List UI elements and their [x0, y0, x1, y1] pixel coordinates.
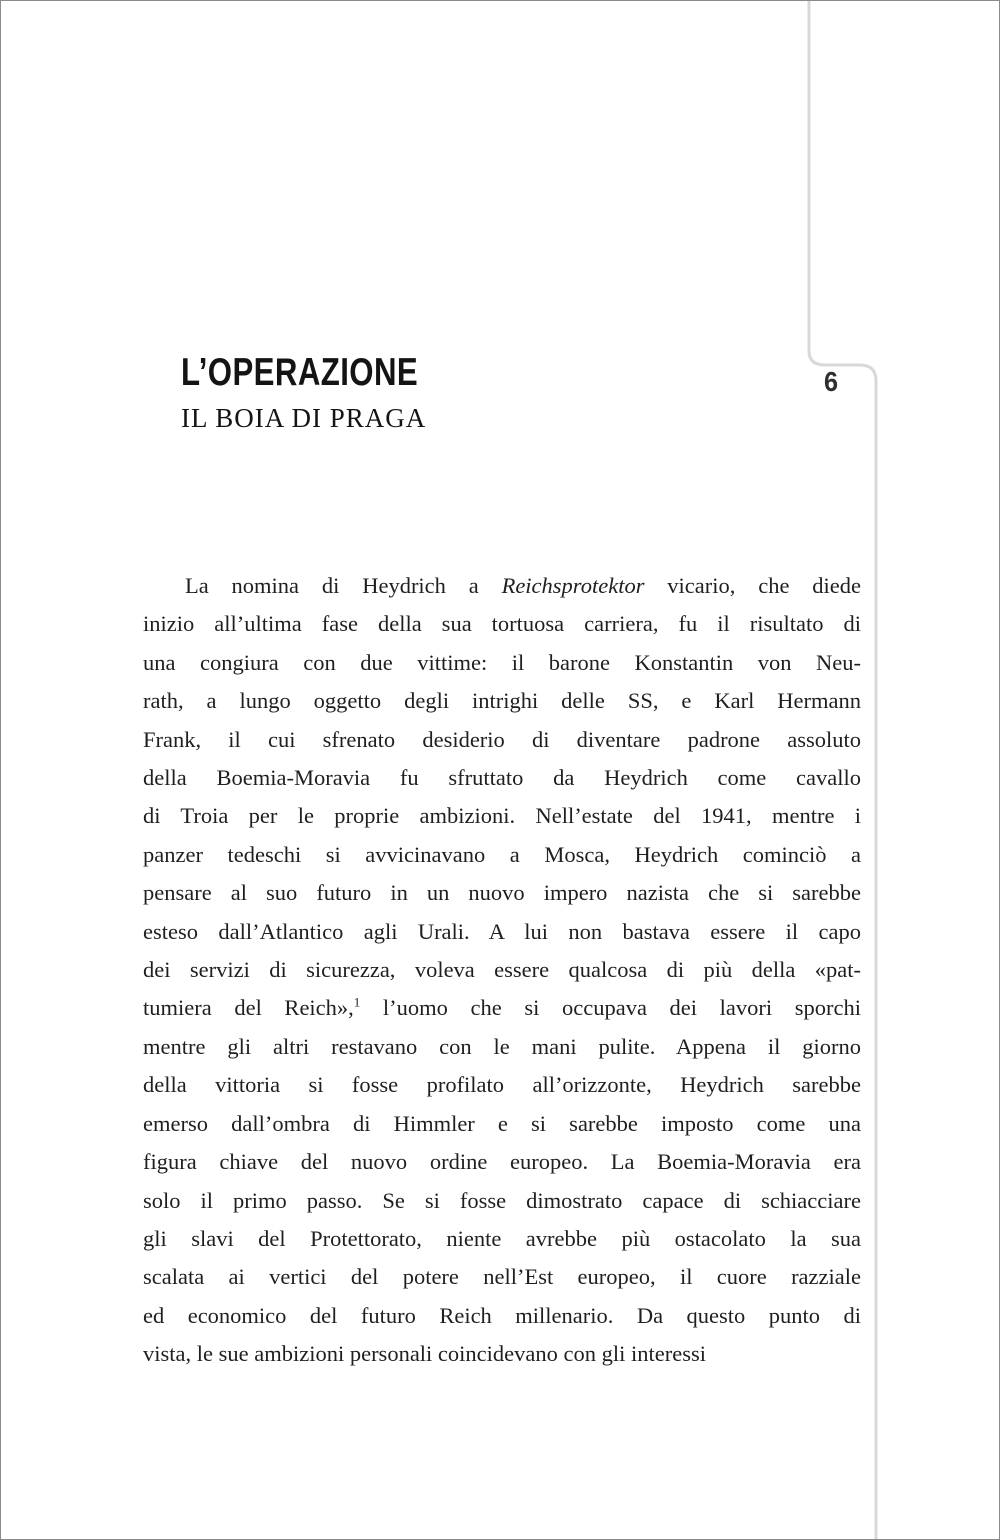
text-line	[143, 1220, 861, 1258]
text-line	[143, 1143, 861, 1181]
text-segment: dei servizi di sicurezza, voleva essere qualcosa di più della «pat-	[143, 957, 861, 983]
text-segment: figura chiave del nuovo ordine europeo. La Boemia-Moravia era	[143, 1149, 861, 1175]
text-line	[143, 1028, 861, 1066]
text-line	[143, 797, 861, 835]
italic-text: Reichsprotektor	[501, 573, 645, 598]
footnote-reference: 1	[353, 994, 361, 1010]
text-segment: ed economico del futuro Reich millenario. Da questo punto di	[143, 1302, 861, 1328]
body-text	[143, 567, 861, 1374]
text-line	[143, 682, 861, 720]
text-segment: una congiura con due vittime: il barone Konstantin von Neu-	[143, 649, 861, 675]
text-line	[143, 874, 861, 912]
text-line	[143, 989, 861, 1027]
text-line	[143, 721, 861, 759]
text-segment: mentre gli altri restavano con le mani pulite. Appena il giorno	[143, 1033, 861, 1059]
text-segment: emerso dall’ombra di Himmler e si sarebbe imposto come una	[143, 1110, 861, 1136]
text-segment: esteso dall’Atlantico agli Urali. A lui non bastava essere il capo	[143, 918, 861, 944]
text-segment: rath, a lungo oggetto degli intrighi delle SS, e Karl Hermann	[143, 688, 861, 714]
text-segment: della vittoria si fosse profilato all’orizzonte, Heydrich sarebbe	[143, 1072, 861, 1098]
text-line	[143, 836, 861, 874]
chapter-title: L’OPERAZIONE	[181, 351, 419, 394]
chapter-header	[181, 353, 477, 432]
text-segment: Frank, il cui sfrenato desiderio di diventare padrone assoluto	[143, 726, 861, 752]
text-line	[143, 644, 861, 682]
text-segment: pensare al suo futuro in un nuovo impero nazista che si sarebbe	[143, 880, 861, 906]
text-segment: inizio all’ultima fase della sua tortuosa carriera, fu il risultato di	[143, 611, 861, 637]
chapter-subtitle: IL BOIA DI PRAGA	[181, 403, 427, 433]
text-segment: della Boemia-Moravia fu sfruttato da Heydrich come cavallo	[143, 765, 861, 791]
text-line	[143, 1066, 861, 1104]
text-line	[143, 1297, 861, 1335]
text-line	[143, 567, 861, 605]
text-segment: vista, le sue ambizioni personali coincidevano con gli interessi	[143, 1341, 706, 1367]
text-segment: La nomina di Heydrich a	[185, 573, 502, 598]
text-line	[143, 1335, 861, 1373]
text-line	[143, 605, 861, 643]
text-line	[143, 1105, 861, 1143]
text-segment: scalata ai vertici del potere nell’Est europeo, il cuore razziale	[143, 1264, 861, 1290]
text-segment: vicario, che diede	[644, 573, 861, 598]
text-line	[143, 759, 861, 797]
text-line	[143, 1258, 861, 1296]
text-segment: di Troia per le proprie ambizioni. Nell’estate del 1941, mentre i	[143, 803, 861, 829]
text-line	[143, 951, 861, 989]
text-segment: tumiera del Reich»,	[143, 995, 354, 1021]
text-segment: gli slavi del Protettorato, niente avrebbe più ostacolato la sua	[143, 1225, 861, 1251]
chapter-number: 6	[823, 366, 839, 397]
text-line	[143, 1182, 861, 1220]
text-segment: solo il primo passo. Se si fosse dimostrato capace di schiacciare	[143, 1187, 861, 1213]
text-line	[143, 913, 861, 951]
text-segment: l’uomo che si occupava dei lavori sporchi	[360, 995, 861, 1021]
text-segment: panzer tedeschi si avvicinavano a Mosca, Heydrich cominciò a	[143, 841, 861, 867]
